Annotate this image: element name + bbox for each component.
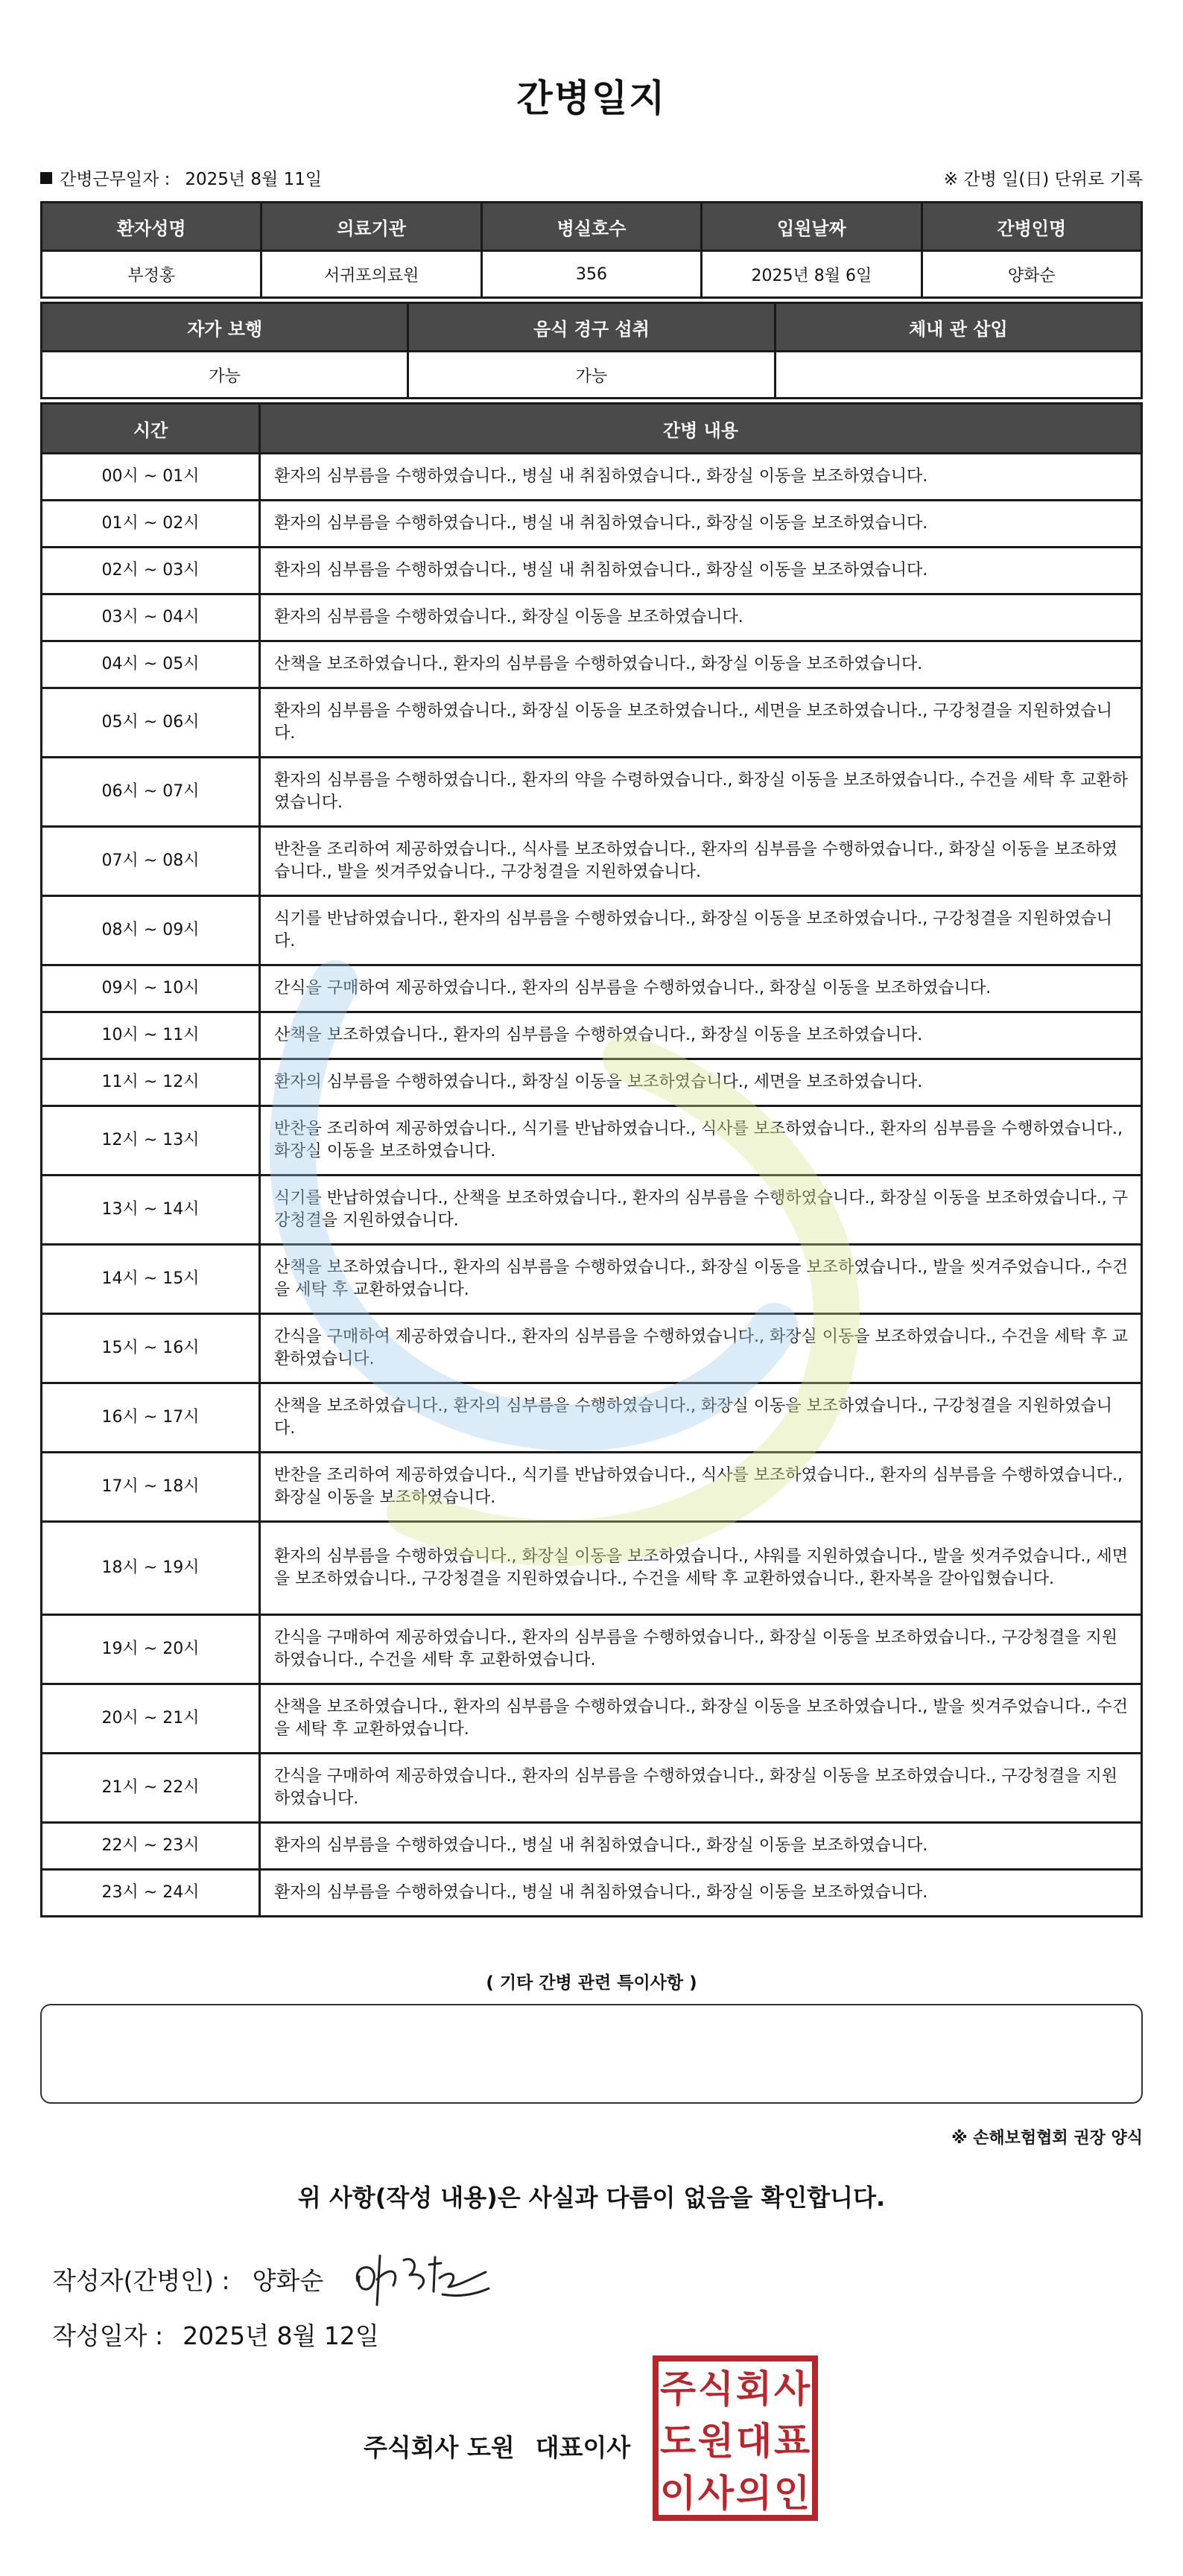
author-line: [52, 2262, 323, 2297]
care-content-cell: 환자의 심부름을 수행하였습니다., 병실 내 취침하였습니다., 화장실 이동을 보조하였습니다.: [260, 454, 1142, 501]
time-header: 시간: [42, 404, 260, 454]
oral-intake-cell: 가능: [408, 352, 775, 399]
care-content-cell: 식기를 반납하였습니다., 환자의 심부름을 수행하였습니다., 화장실 이동을 보조하였습니다., 구강청결을 지원하였습니다.: [260, 896, 1142, 965]
care-content-cell: 환자의 심부름을 수행하였습니다., 병실 내 취침하였습니다., 화장실 이동을 보조하였습니다.: [260, 1870, 1142, 1917]
care-content-cell: 산책을 보조하였습니다., 환자의 심부름을 수행하였습니다., 화장실 이동을 보조하였습니다., 발을 씻겨주었습니다., 수건을 세탁 후 교환하였습니다.: [260, 1684, 1142, 1754]
care-content-cell: 환자의 심부름을 수행하였습니다., 병실 내 취침하였습니다., 화장실 이동을 보조하였습니다.: [260, 501, 1142, 548]
time-cell: 06시 ~ 07시: [42, 758, 260, 827]
table-row: [42, 1870, 1142, 1917]
company-line: [364, 2429, 630, 2464]
care-content-header: 간병 내용: [260, 404, 1142, 454]
time-cell: 12시 ~ 13시: [42, 1106, 260, 1176]
care-log-table: [40, 402, 1143, 1917]
care-content-cell: 간식을 구매하여 제공하였습니다., 환자의 심부름을 수행하였습니다., 화장실 이동을 보조하였습니다., 구강청결을 지원하였습니다.: [260, 1754, 1142, 1823]
table-row: [42, 896, 1142, 965]
ceo-title: 대표이사: [535, 2433, 631, 2462]
company-seal-icon: [653, 2355, 818, 2521]
table-row: [42, 1684, 1142, 1754]
tube-insertion-cell: [775, 352, 1141, 399]
author-label: 작성자(간병인) :: [52, 2266, 230, 2295]
table-row: [42, 548, 1142, 594]
time-cell: 03시 ~ 04시: [42, 594, 260, 641]
table-row: [42, 1383, 1142, 1453]
confirmation-statement: 위 사항(작성 내용)은 사실과 다름이 없음을 확인합니다.: [297, 2183, 886, 2212]
table-row: [42, 1176, 1142, 1245]
table-row: [42, 827, 1142, 896]
patient-name-cell: 부정홍: [42, 251, 261, 298]
time-cell: 09시 ~ 10시: [42, 965, 260, 1012]
table-row: [42, 688, 1142, 758]
unit-note: ※ 간병 일(日) 단위로 기록: [943, 170, 1143, 189]
form-source-note: ※ 손해보험협회 권장 양식: [951, 2129, 1143, 2148]
self-walking-header: 자가 보행: [42, 303, 408, 352]
table-row: [42, 1615, 1142, 1684]
hospital-header: 의료기관: [261, 203, 481, 251]
written-date-line: [52, 2317, 379, 2352]
work-date-line: [40, 165, 322, 190]
admission-date-header: 입원날짜: [702, 203, 922, 251]
time-cell: 10시 ~ 11시: [42, 1012, 260, 1059]
bullet-square-icon: [40, 172, 52, 184]
table-row: [42, 641, 1142, 688]
care-content-cell: 산책을 보조하였습니다., 환자의 심부름을 수행하였습니다., 화장실 이동을 보조하였습니다., 발을 씻겨주었습니다., 수건을 세탁 후 교환하였습니다.: [260, 1245, 1142, 1314]
care-content-cell: 환자의 심부름을 수행하였습니다., 화장실 이동을 보조하였습니다., 샤워를 지원하였습니다., 발을 씻겨주었습니다., 세면을 보조하였습니다., 구강청결을 지원하였습니다., 수건을 세탁 후 교환하였습니다., 환자복을 갈아입혔습니다.: [260, 1522, 1142, 1615]
care-content-cell: 간식을 구매하여 제공하였습니다., 환자의 심부름을 수행하였습니다., 화장실 이동을 보조하였습니다.: [260, 965, 1142, 1012]
seal-character: 사: [773, 2367, 811, 2411]
time-cell: 16시 ~ 17시: [42, 1383, 260, 1453]
time-cell: 20시 ~ 21시: [42, 1684, 260, 1754]
table-row: [42, 454, 1142, 501]
caregiver-name-header: 간병인명: [922, 203, 1141, 251]
etc-section-label: ( 기타 간병 관련 특이사항 ): [486, 1973, 697, 1993]
care-content-cell: 환자의 심부름을 수행하였습니다., 화장실 이동을 보조하였습니다., 세면을 보조하였습니다., 구강청결을 지원하였습니다.: [260, 688, 1142, 758]
time-cell: 15시 ~ 16시: [42, 1314, 260, 1383]
written-date-label: 작성일자 :: [52, 2321, 164, 2350]
table-row: [42, 1012, 1142, 1059]
time-cell: 23시 ~ 24시: [42, 1870, 260, 1917]
work-date-label: 간병근무일자 :: [60, 170, 171, 189]
seal-character: 주: [659, 2367, 697, 2411]
table-row: [42, 1754, 1142, 1823]
care-content-cell: 환자의 심부름을 수행하였습니다., 병실 내 취침하였습니다., 화장실 이동을 보조하였습니다.: [260, 548, 1142, 594]
care-content-cell: 환자의 심부름을 수행하였습니다., 환자의 약을 수령하였습니다., 화장실 이동을 보조하였습니다., 수건을 세탁 후 교환하였습니다.: [260, 758, 1142, 827]
seal-character: 대: [735, 2420, 773, 2463]
hospital-cell: 서귀포의료원: [261, 251, 481, 298]
care-content-cell: 식기를 반납하였습니다., 산책을 보조하였습니다., 환자의 심부름을 수행하였습니다., 화장실 이동을 보조하였습니다., 구강청결을 지원하였습니다.: [260, 1176, 1142, 1245]
handwritten-signature-icon: [347, 2242, 496, 2309]
patient-status-table: [40, 302, 1143, 399]
oral-intake-header: 음식 경구 섭취: [408, 303, 775, 352]
written-date-value: 2025년 8월 12일: [183, 2321, 379, 2350]
seal-character: 식: [697, 2367, 735, 2411]
care-content-cell: 반찬을 조리하여 제공하였습니다., 식기를 반납하였습니다., 식사를 보조하였습니다., 환자의 심부름을 수행하였습니다., 화장실 이동을 보조하였습니다.: [260, 1453, 1142, 1522]
seal-character: 회: [735, 2367, 773, 2411]
time-cell: 21시 ~ 22시: [42, 1754, 260, 1823]
table-row: [42, 965, 1142, 1012]
time-cell: 00시 ~ 01시: [42, 454, 260, 501]
seal-character: 원: [697, 2420, 735, 2463]
seal-character: 이: [659, 2472, 697, 2515]
page-title: 간병일지: [516, 77, 667, 120]
time-cell: 07시 ~ 08시: [42, 827, 260, 896]
care-content-cell: 산책을 보조하였습니다., 환자의 심부름을 수행하였습니다., 화장실 이동을 보조하였습니다.: [260, 641, 1142, 688]
admission-date-cell: 2025년 8월 6일: [702, 251, 922, 298]
care-content-cell: 환자의 심부름을 수행하였습니다., 병실 내 취침하였습니다., 화장실 이동을 보조하였습니다.: [260, 1823, 1142, 1870]
table-row: [42, 1314, 1142, 1383]
time-cell: 01시 ~ 02시: [42, 501, 260, 548]
seal-character: 도: [659, 2420, 697, 2463]
time-cell: 13시 ~ 14시: [42, 1176, 260, 1245]
time-cell: 22시 ~ 23시: [42, 1823, 260, 1870]
time-cell: 02시 ~ 03시: [42, 548, 260, 594]
table-row: [42, 1522, 1142, 1615]
seal-character: 인: [773, 2472, 811, 2515]
self-walking-cell: 가능: [42, 352, 408, 399]
time-cell: 17시 ~ 18시: [42, 1453, 260, 1522]
care-content-cell: 산책을 보조하였습니다., 환자의 심부름을 수행하였습니다., 화장실 이동을 보조하였습니다., 구강청결을 지원하였습니다.: [260, 1383, 1142, 1453]
work-date-value: 2025년 8월 11일: [185, 170, 323, 189]
time-cell: 18시 ~ 19시: [42, 1522, 260, 1615]
patient-name-header: 환자성명: [42, 203, 261, 251]
caregiver-name-cell: 양화순: [922, 251, 1141, 298]
table-row: [42, 1823, 1142, 1870]
care-content-cell: 환자의 심부름을 수행하였습니다., 화장실 이동을 보조하였습니다.: [260, 594, 1142, 641]
table-row: [42, 1059, 1142, 1106]
time-cell: 08시 ~ 09시: [42, 896, 260, 965]
time-cell: 14시 ~ 15시: [42, 1245, 260, 1314]
care-content-cell: 반찬을 조리하여 제공하였습니다., 식사를 보조하였습니다., 환자의 심부름을 수행하였습니다., 화장실 이동을 보조하였습니다., 발을 씻겨주었습니다., 구강청결을 지원하였습니다.: [260, 827, 1142, 896]
table-row: [42, 501, 1142, 548]
etc-notes-box: [40, 2004, 1143, 2104]
time-cell: 05시 ~ 06시: [42, 688, 260, 758]
seal-character: 사: [697, 2472, 735, 2515]
care-content-cell: 환자의 심부름을 수행하였습니다., 화장실 이동을 보조하였습니다., 세면을 보조하였습니다.: [260, 1059, 1142, 1106]
table-row: [42, 1453, 1142, 1522]
time-cell: 11시 ~ 12시: [42, 1059, 260, 1106]
care-content-cell: 산책을 보조하였습니다., 환자의 심부름을 수행하였습니다., 화장실 이동을 보조하였습니다.: [260, 1012, 1142, 1059]
author-name: 양화순: [252, 2266, 324, 2295]
room-number-header: 병실호수: [481, 203, 701, 251]
care-content-cell: 간식을 구매하여 제공하였습니다., 환자의 심부름을 수행하였습니다., 화장실 이동을 보조하였습니다., 구강청결을 지원하였습니다., 수건을 세탁 후 교환하였습니다.: [260, 1615, 1142, 1684]
room-number-cell: 356: [481, 251, 701, 298]
time-cell: 04시 ~ 05시: [42, 641, 260, 688]
table-row: [42, 758, 1142, 827]
table-row: [42, 594, 1142, 641]
table-row: [42, 1106, 1142, 1176]
company-name: 주식회사 도원: [364, 2433, 515, 2462]
seal-character: 의: [735, 2472, 773, 2515]
table-row: [42, 1245, 1142, 1314]
tube-insertion-header: 체내 관 삽입: [775, 303, 1141, 352]
time-cell: 19시 ~ 20시: [42, 1615, 260, 1684]
care-content-cell: 반찬을 조리하여 제공하였습니다., 식기를 반납하였습니다., 식사를 보조하였습니다., 환자의 심부름을 수행하였습니다., 화장실 이동을 보조하였습니다.: [260, 1106, 1142, 1176]
care-content-cell: 간식을 구매하여 제공하였습니다., 환자의 심부름을 수행하였습니다., 화장실 이동을 보조하였습니다., 수건을 세탁 후 교환하였습니다.: [260, 1314, 1142, 1383]
patient-info-table: [40, 201, 1143, 299]
seal-character: 표: [773, 2420, 811, 2463]
